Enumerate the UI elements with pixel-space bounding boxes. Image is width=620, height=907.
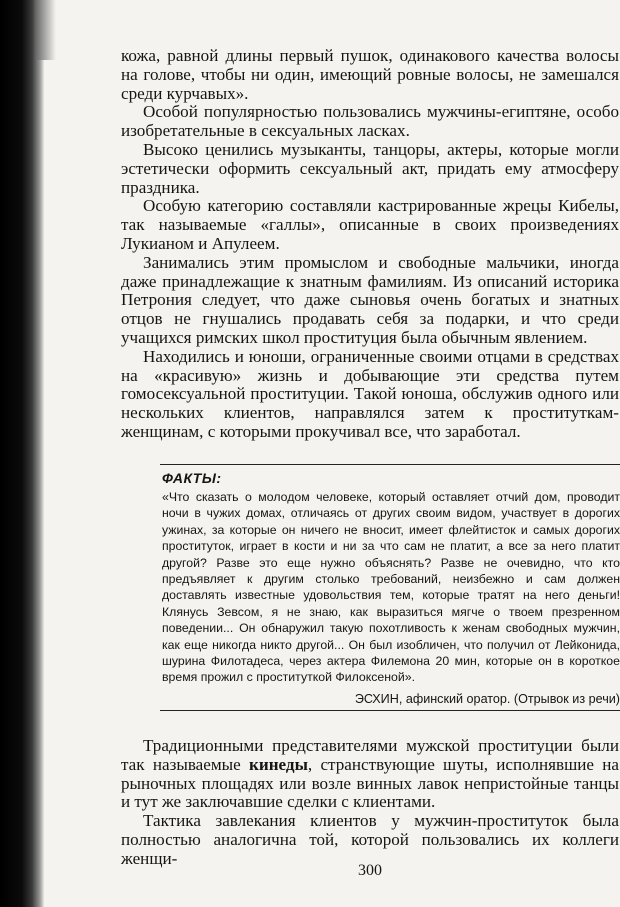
paragraph-1: кожа, равной длины первый пушок, одинакового качества волосы на голове, чтобы ни один, имеющий ровные волосы, не замешался среди курчавых». <box>121 46 619 103</box>
facts-quote: «Что сказать о молодом человеке, который оставляет отчий дом, проводит ночи в чужих домах, отличаясь от других своим видом, участвует в дорогих ужинах, за которые он ничего не вносит, имеет флейтисток и самых дорогих проституток, играет в кости и ни за что сам не платит, а все за него платит другой? Разве это еще нужно объяснять? Разве не очевидно, что кто предъявляет к другим столько требований, неизбежно и сам должен доставлять известные удовольствия тем, которые тратят на него деньги! Клянусь Зевсом, я не знаю, как выразиться мягче о твоем презренном поведении... Он обнаружил такую похотливость к женам свободных мужчин, как еще никогда никто другой... Он был изобличен, что получил от Лейконида, шурина Филотадеса, через актера Филемона 20 мин, которые он в короткое время прожил с проституткой Филоксеной». <box>162 490 620 685</box>
main-text-top <box>121 47 619 442</box>
facts-source: ЭСХИН, афинский оратор. (Отрывок из речи) <box>354 691 620 706</box>
book-spine-shadow <box>0 0 44 907</box>
page-number: 300 <box>358 862 382 879</box>
paragraph-3: Высоко ценились музыканты, танцоры, актеры, которые могли эстетически оформить сексуальный акт, придать ему атмосферу праздника. <box>121 139 619 197</box>
main-text-bottom <box>121 737 619 869</box>
facts-box <box>160 464 620 711</box>
paragraph-6: Находились и юноши, ограниченные своими отцами в средствах на «красивую» жизнь и добывающие эти средства путем гомосексуальной проституции. Такой юноша, обслужив одного или нескольких клиентов, направлялся затем к проституткам-женщинам, с которыми прокучивал все, что заработал. <box>121 346 619 441</box>
facts-title: ФАКТЫ: <box>162 470 222 486</box>
paragraph-4: Особую категорию составляли кастрированные жрецы Кибелы, так называемые «галлы», описанные в своих произведениях Лукианом и Апулеем. <box>121 196 619 253</box>
paragraph-2: Особой популярностью пользовались мужчины-египтяне, особо изобретательные в сексуальных ласках. <box>121 102 619 141</box>
term-kinedy: кинеды <box>249 754 308 774</box>
paragraph-7 <box>121 737 619 812</box>
paragraph-5: Занимались этим промыслом и свободные мальчики, иногда даже принадлежащие к знатным фамилиям. Из описаний историка Петрония следует, что даже сыновья очень богатых и знатных отцов не гнушались продавать себя за подарки, и что среди учащихся римских школ проституция была обычным явлением. <box>121 252 619 347</box>
paragraph-8: Тактика завлекания клиентов у мужчин-проституток была полностью аналогична той, которой пользовались их коллеги женщи- <box>121 811 619 868</box>
paragraph-7-start: Традиционными представителями мужской проституции были так называемые <box>121 736 619 774</box>
paragraph-7-end: , странствующие шуты, исполнявшие на рыночных площадях или возле винных лавок непристойные танцы и тут же заключавшие сделки с клиентами. <box>121 754 620 812</box>
page-curl-shadow <box>36 0 56 60</box>
